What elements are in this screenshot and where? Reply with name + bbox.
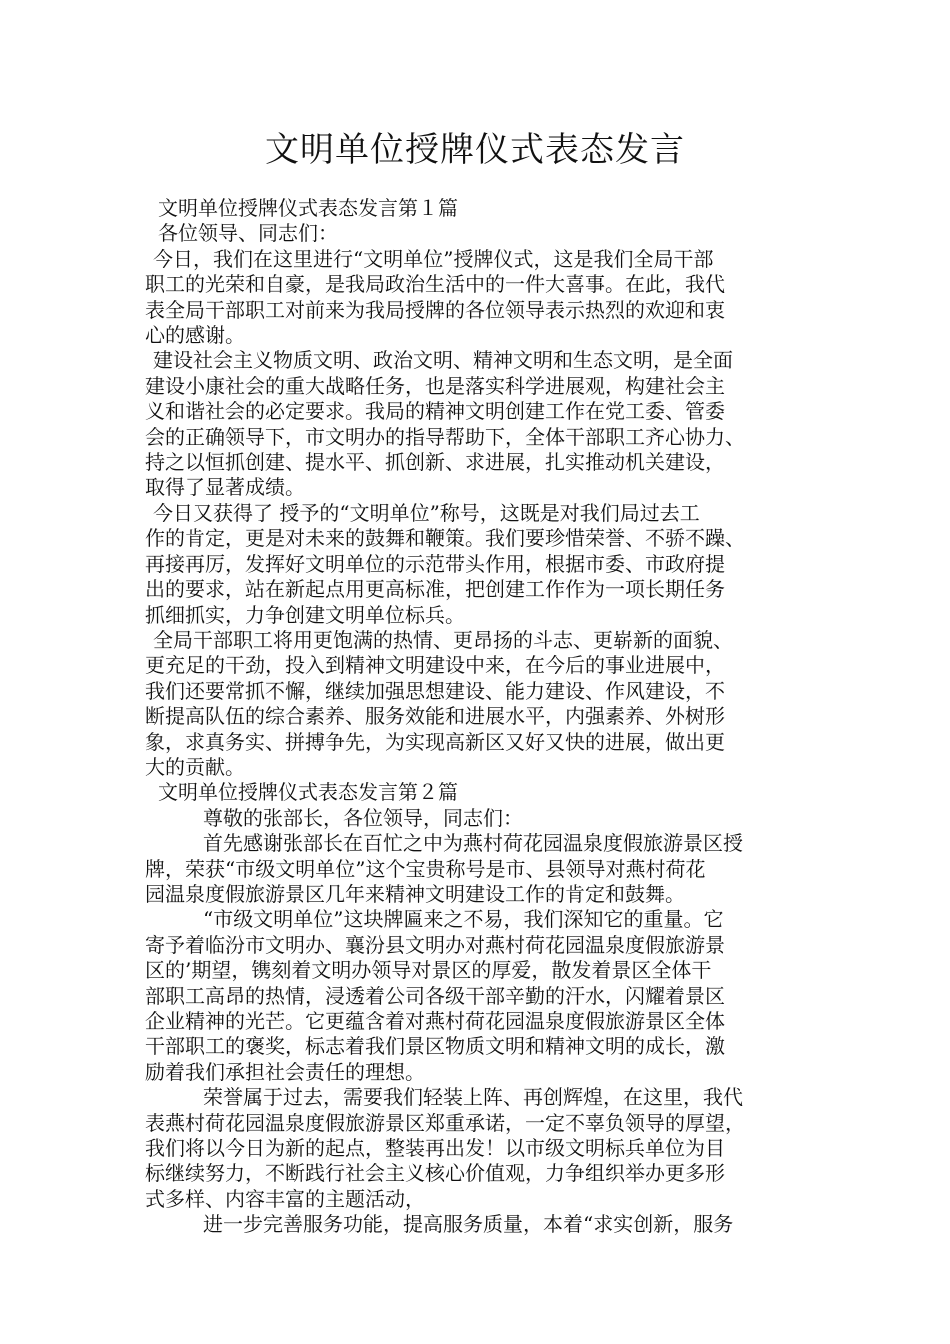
text-line: 再接再厉，发挥好文明单位的示范带头作用，根据市委、市政府提 xyxy=(145,551,725,576)
text-line: 表燕村荷花园温泉度假旅游景区郑重承诺，一定不辜负领导的厚望， xyxy=(145,1110,745,1135)
text-line: 励着我们承担社会责任的理想。 xyxy=(145,1059,425,1084)
text-line: 今日，我们在这里进行“文明单位”授牌仪式，这是我们全局干部 xyxy=(153,246,714,271)
text-line: 表全局干部职工对前来为我局授牌的各位领导表示热烈的欢迎和衷 xyxy=(145,297,725,322)
text-line: 企业精神的光芒。它更蕴含着对燕村荷花园温泉度假旅游景区全体 xyxy=(145,1009,725,1033)
text-line: 心的感谢。 xyxy=(145,323,245,348)
text-line: 全局干部职工将用更饱满的热情、更昂扬的斗志、更崭新的面貌、 xyxy=(153,627,733,652)
text-line: 断提高队伍的综合素养、服务效能和进展水平，内强素养、外树形 xyxy=(145,704,725,729)
text-line: 建设社会主义物质文明、政治文明、精神文明和生态文明，是全面 xyxy=(153,348,733,373)
text-line: 作的肯定，更是对未来的鼓舞和鞭策。我们要珍惜荣誉、不骄不躁、 xyxy=(145,526,745,551)
text-line: 首先感谢张部长在百忙之中为燕村荷花园温泉度假旅游景区授 xyxy=(203,831,743,856)
text-line: 我们将以今日为新的起点，整装再出发！以市级文明标兵单位为目 xyxy=(145,1136,725,1161)
text-line: 抓细抓实，力争创建文明单位标兵。 xyxy=(145,602,465,627)
text-line: 大的贡献。 xyxy=(145,754,245,779)
text-line: 寄予着临汾市文明办、襄汾县文明办对燕村荷花园温泉度假旅游景 xyxy=(145,932,725,957)
text-line: 各位领导、同志们： xyxy=(158,221,338,246)
text-line: 取得了显著成绩。 xyxy=(145,475,305,500)
text-line: 职工的光荣和自豪，是我局政治生活中的一件大喜事。在此，我代 xyxy=(145,272,725,297)
text-line: 义和谐社会的必定要求。我局的精神文明创建工作在党工委、管委 xyxy=(145,399,725,424)
text-line: 会的正确领导下，市文明办的指导帮助下，全体干部职工齐心协力、 xyxy=(145,424,745,449)
text-line: 干部职工的褒奖，标志着我们景区物质文明和精神文明的成长，激 xyxy=(145,1034,725,1059)
text-line: 式多样、内容丰富的主题活动， xyxy=(145,1186,425,1211)
text-line: 进一步完善服务功能，提高服务质量，本着“求实创新，服务 xyxy=(203,1212,734,1237)
text-line: 尊敬的张部长，各位领导，同志们： xyxy=(203,805,523,830)
text-line: 象，求真务实、拼搏争先，为实现高新区又好又快的进展，做出更 xyxy=(145,729,725,754)
text-line: “市级文明单位”这块牌匾来之不易，我们深知它的重量。它 xyxy=(203,907,724,932)
document-title: 文明单位授牌仪式表态发言 xyxy=(265,130,685,170)
text-line: 标继续努力，不断践行社会主义核心价值观，力争组织举办更多形 xyxy=(145,1161,725,1186)
text-line: 建设小康社会的重大战略任务，也是落实科学进展观，构建社会主 xyxy=(145,373,725,398)
text-line: 荣誉属于过去，需要我们轻装上阵、再创辉煌，在这里，我代 xyxy=(203,1085,743,1110)
document-body xyxy=(145,196,811,1238)
text-line: 部职工高昂的热情，浸透着公司各级干部辛勤的汗水，闪耀着景区 xyxy=(145,983,725,1008)
text-line: 持之以恒抓创建、提水平、抓创新、求进展，扎实推动机关建设， xyxy=(145,450,725,475)
text-line: 今日又获得了 授予的“文明单位”称号，这既是对我们局过去工 xyxy=(153,500,700,525)
section-heading: 文明单位授牌仪式表态发言第２篇 xyxy=(158,780,458,805)
section-heading: 文明单位授牌仪式表态发言第１篇 xyxy=(158,196,458,220)
text-line: 牌，荣获“市级文明单位”这个宝贵称号是市、县领导对燕村荷花 xyxy=(145,856,706,881)
text-line: 园温泉度假旅游景区几年来精神文明建设工作的肯定和鼓舞。 xyxy=(145,881,685,906)
text-line: 区的’期望，镌刻着文明办领导对景区的厚爱，散发着景区全体干 xyxy=(145,958,712,983)
text-line: 我们还要常抓不懈，继续加强思想建设、能力建设、作风建设，不 xyxy=(145,678,725,703)
text-line: 更充足的干劲，投入到精神文明建设中来，在今后的事业进展中， xyxy=(145,653,725,678)
text-line: 出的要求，站在新起点用更高标准，把创建工作作为一项长期任务 xyxy=(145,577,725,602)
